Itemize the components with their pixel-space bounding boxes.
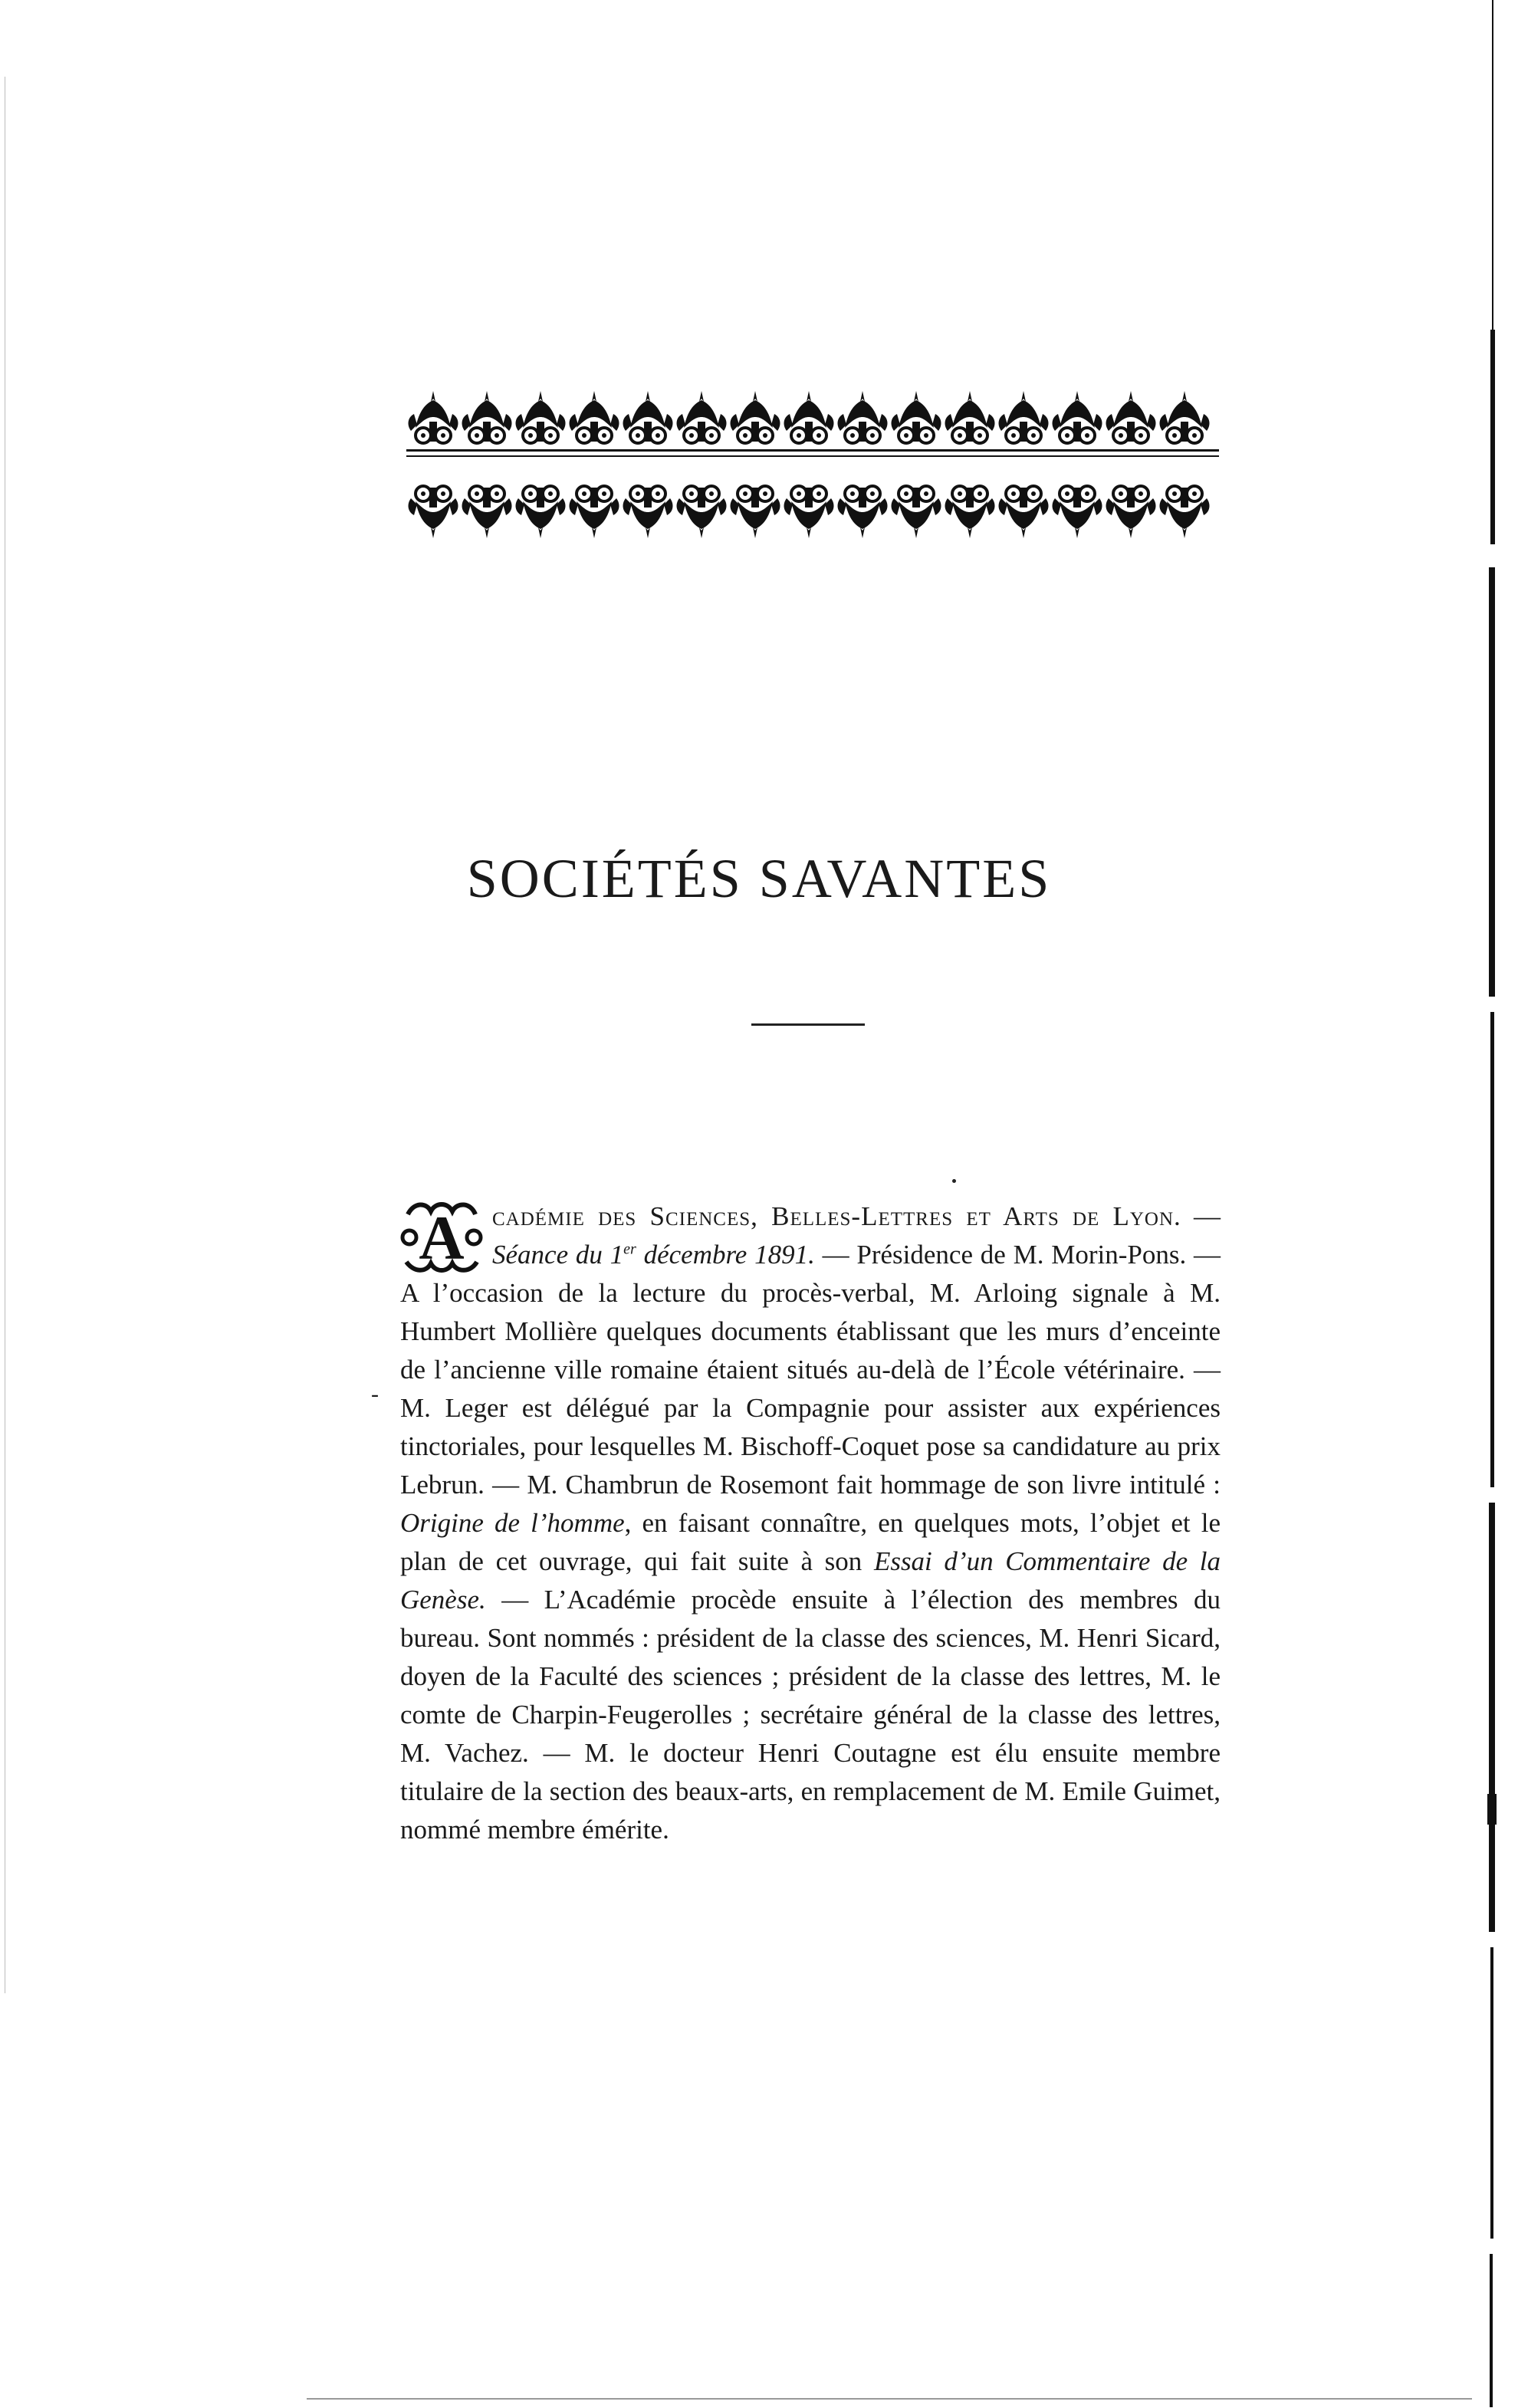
book-title-origine: Origine de l’homme	[400, 1508, 625, 1538]
margin-dot	[952, 1179, 956, 1183]
margin-dash: -	[371, 1381, 379, 1407]
article-paragraph	[400, 1197, 1221, 1849]
heading-dash: —	[1181, 1201, 1221, 1231]
right-scan-edge	[1487, 0, 1497, 2408]
page-title: SOCIÉTÉS SAVANTES	[466, 848, 1052, 909]
paragraph-text-1: — Présidence de M. Morin-Pons. — A l’occasion de la lecture du procès-verbal, M. Arloing signale à M. Humbert Mollière quelques documents établissant que les murs d’enceinte de l’ancienne ville romaine étaient situés au-delà de l’École vétérinaire. — M. Leger est délégué par la Compagnie pour assister aux expériences tinctoriales, pour lesquelles M. Bischoff-Coquet pose sa candidature au prix Lebrun. — M. Chambrun de Rosemont fait hommage de son livre intitulé :	[400, 1240, 1221, 1500]
academy-heading: cadémie des Sciences, Belles-Lettres et Arts de Lyon.	[492, 1201, 1181, 1231]
seance-date: Séance du 1er décembre 1891.	[492, 1240, 815, 1270]
bottom-page-rule	[307, 2398, 1472, 2400]
left-scan-edge	[5, 77, 8, 1993]
paragraph-text-2: , en faisant connaître, en quelques mots, l’objet et le plan de cet ouvrage, qui fait suite à son	[400, 1508, 1221, 1576]
book-title-essai: Essai d’un Commentaire de la Genèse.	[400, 1546, 1221, 1615]
dropcap-letter: A	[419, 1203, 465, 1273]
title-rule-divider	[751, 1023, 865, 1026]
paragraph-text-3: — L’Académie procède ensuite à l’élection des membres du bureau. Sont nommés : président de la classe des sciences, M. Henri Sicard, doyen de la Faculté des sciences ; président de la classe des lettres, M. le comte de Charpin-Feugerolles ; secrétaire général de la classe des lettres, M. Vachez. — M. le docteur Henri Coutagne est élu ensuite membre titulaire de la section des beaux-arts, en remplacement de M. Emile Guimet, nommé membre émérite.	[400, 1585, 1221, 1845]
decorative-headpiece	[406, 376, 1219, 544]
ornate-dropcap	[400, 1201, 483, 1274]
